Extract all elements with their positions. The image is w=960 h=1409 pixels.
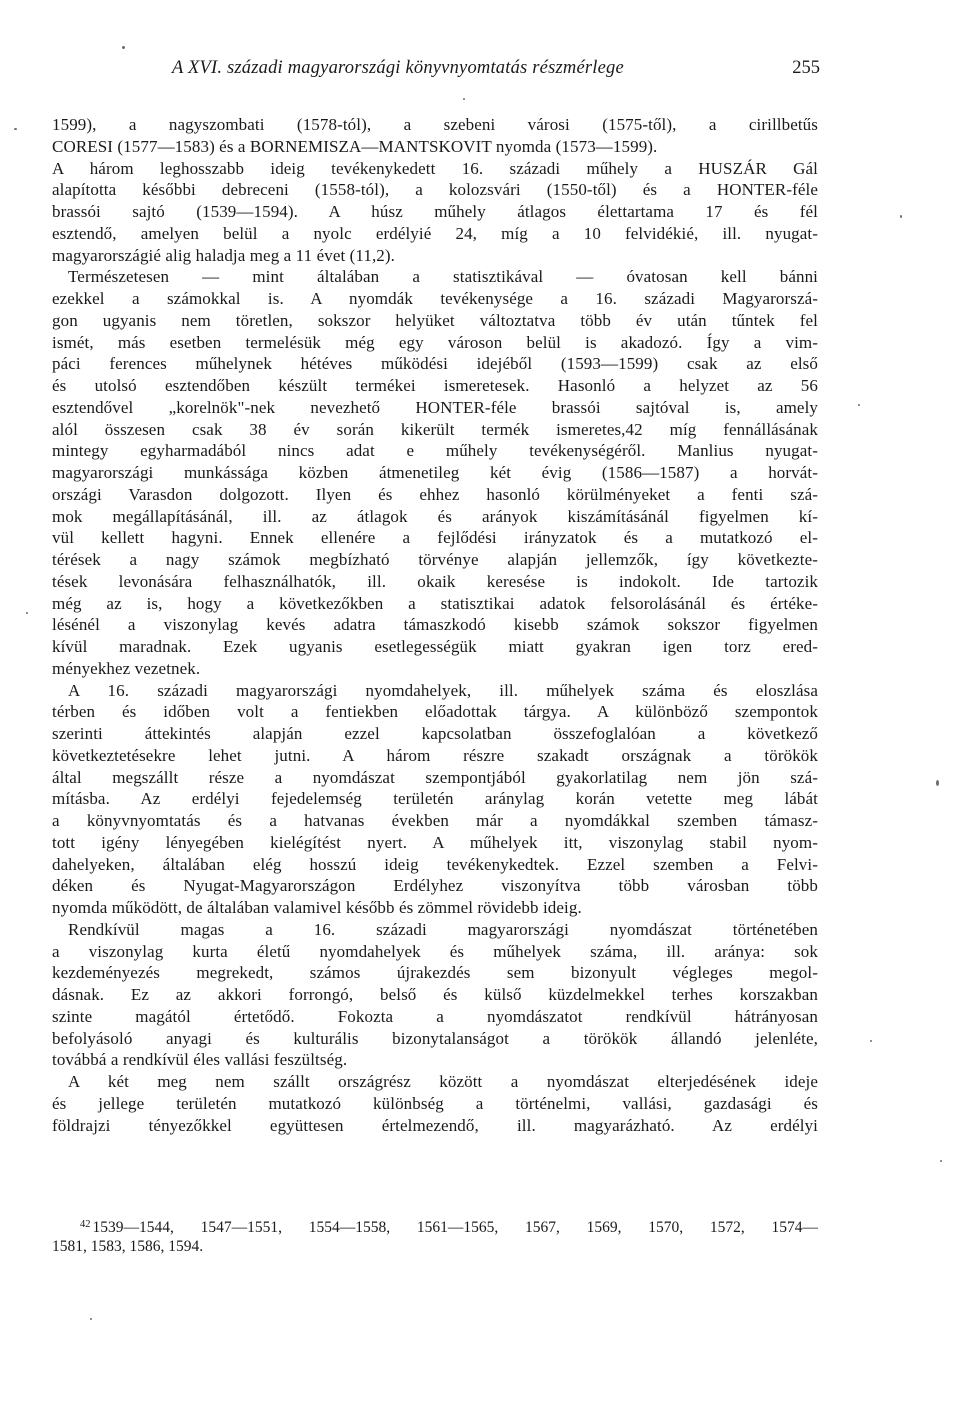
text-line: térben és időben volt a fentiekben előadottak tárgya. A különböző szempontok <box>52 702 818 722</box>
running-head-title: A XVI. századi magyarországi könyvnyomtatás részmérlege <box>172 58 624 78</box>
text-line: alól összesen csak 38 év során kikerült termék ismeretes,42 míg fennállásának <box>52 419 818 439</box>
text-line: és jellege területén mutatkozó különbség a történelmi, vallási, gazdasági és <box>52 1093 818 1113</box>
scan-speck <box>90 1318 92 1320</box>
text-line: CORESI (1577—1583) és a BORNEMISZA—MANTSKOVIT nyomda (1573—1599). <box>52 136 658 156</box>
text-line: ményekhez vezetnek. <box>52 658 201 678</box>
text-line: által megszállt része a nyomdászat szempontjából gyakorlatilag nem jön szá- <box>52 767 818 787</box>
scan-speck <box>14 128 17 130</box>
text-line: Természetesen — mint általában a statisztikával — óvatosan kell bánni <box>68 267 818 287</box>
text-line: befolyásoló anyagi és kulturális bizonytalanságot a törökök állandó jelenléte, <box>52 1028 818 1048</box>
text-line: a viszonylag kurta életű nyomdahelyek és műhelyek száma, ill. aránya: sok <box>52 941 818 961</box>
text-line: dásnak. Ez az akkori forrongó, belső és külső küzdelmekkel terhes korszakban <box>52 985 818 1004</box>
text-line: esztendővel „korelnök"-nek nevezhető HONTER-féle brassói sajtóval is, amely <box>52 397 818 417</box>
text-line: mok megállapításánál, ill. az átlagok és arányok kiszámításánál figyelmen kí- <box>52 506 818 526</box>
text-line: brassói sajtó (1539—1594). A húsz műhely átlagos élettartama 17 és fél <box>52 202 818 221</box>
text-line: lésénél a viszonylag kevés adatra támaszkodó kisebb számok sokszor figyelmen <box>52 615 818 635</box>
footnote-text: 1581, 1583, 1586, 1594. <box>52 1238 204 1255</box>
text-line: a könyvnyomtatás és a hatvanas években már a nyomdákkal szemben támasz- <box>52 811 818 830</box>
text-line: dahelyeken, általában elég hosszú ideig tevékenykedtek. Ezzel szemben a Felvi- <box>52 854 818 874</box>
scan-speck <box>463 98 465 100</box>
text-line: magyarországi munkássága közben átmenetileg két évig (1586—1587) a horvát- <box>52 463 818 482</box>
scan-speck <box>26 612 28 614</box>
text-line: déken és Nyugat-Magyarországon Erdélyhez viszonyítva több városban több <box>52 876 818 896</box>
text-line: esztendő, amelyen belül a nyolc erdélyié 24, míg a 10 felvidékié, ill. nyugat- <box>52 223 818 243</box>
text-line: tott igény lényegében kielégítést nyert. A műhelyek itt, viszonylag stabil nyom- <box>52 832 818 852</box>
body-text <box>52 114 818 1136</box>
text-line: térések a nagy számok megbízható törvénye alapján jellemzők, így következte- <box>52 550 818 569</box>
text-line: kívül maradnak. Ezek ugyanis esetlegességük miatt gyakran igen torz ered- <box>52 637 818 656</box>
scan-speck <box>936 780 939 786</box>
page-number: 255 <box>792 58 820 78</box>
footnote-number: 42 <box>80 1219 91 1230</box>
text-line: páci ferences műhelynek hétéves működési idejéből (1593—1599) csak az első <box>52 354 818 374</box>
text-line: még az is, hogy a következőkben a statisztikai adatok felsorolásánál és értéke- <box>52 593 818 613</box>
scan-speck <box>940 1160 942 1162</box>
text-line: gon ugyanis nem töretlen, sokszor helyüket változtatva több év után tűntek fel <box>52 310 818 330</box>
text-line: A 16. századi magyarországi nyomdahelyek, ill. műhelyek száma és eloszlása <box>68 680 818 700</box>
text-line: kezdeményezés megrekedt, számos újrakezdés sem bizonyult végleges megol- <box>52 963 818 983</box>
footnote-line <box>52 1214 818 1236</box>
text-line: továbbá a rendkívül éles vallási feszültség. <box>52 1050 348 1070</box>
scan-speck <box>900 215 902 218</box>
text-line: vül kellett hagyni. Ennek ellenére a fejlődési irányzatok és a mutatkozó el- <box>52 528 818 548</box>
text-line: tések levonására felhasználhatók, ill. okaik keresése is indokolt. Ide tartozik <box>52 571 818 591</box>
text-line: ismét, más esetben termelésük még egy városon belül is akadozó. Így a vim- <box>52 332 818 352</box>
footnote-text: 1539—1544, 1547—1551, 1554—1558, 1561—1565, 1567, 1569, 1570, 1572, 1574— <box>92 1219 818 1236</box>
text-line: A három leghosszabb ideig tevékenykedett 16. századi műhely a HUSZÁR Gál <box>52 158 818 178</box>
scan-speck <box>122 46 125 49</box>
footnote <box>52 1214 818 1258</box>
footnote-line <box>52 1236 818 1258</box>
text-line: nyomda működött, de általában valamivel később és zömmel rövidebb ideig. <box>52 898 582 917</box>
text-line: országi Varasdon dolgozott. Ilyen és ehhez hasonló körülményeket a fenti szá- <box>52 484 818 504</box>
text-line: A két meg nem szállt országrész között a nyomdászat elterjedésének ideje <box>68 1072 818 1091</box>
text-line: következtetésekre lehet jutni. A három részre szakadt országnak a törökök <box>52 745 818 765</box>
text-line: és utolsó esztendőben készült termékei ismeretesek. Hasonló a helyzet az 56 <box>52 376 818 395</box>
text-line: mintegy egyharmadából nincs adat e műhely tevékenységéről. Manlius nyugat- <box>52 441 818 461</box>
scan-speck <box>858 404 860 406</box>
text-line: mításba. Az erdélyi fejedelemség területén aránylag korán vetette meg lábát <box>52 789 818 809</box>
text-line: ezekkel a számokkal is. A nyomdák tevékenysége a 16. századi Magyarorszá- <box>52 289 818 308</box>
text-line: alapította későbbi debreceni (1558-tól), a kolozsvári (1550-től) és a HONTER-féle <box>52 180 818 200</box>
text-line: földrajzi tényezőkkel együttesen értelmezendő, ill. magyarázható. Az erdélyi <box>52 1115 818 1135</box>
scan-speck <box>870 1040 872 1042</box>
text-line: magyarországié alig haladja meg a 11 évet (11,2). <box>52 245 396 265</box>
text-line: Rendkívül magas a 16. századi magyarországi nyomdászat történetében <box>68 919 818 939</box>
text-line: szinte magától értetődő. Fokozta a nyomdászatot rendkívül hátrányosan <box>52 1006 818 1026</box>
running-head <box>172 58 820 86</box>
text-line: 1599), a nagyszombati (1578-tól), a szebeni városi (1575-től), a cirillbetűs <box>52 115 818 134</box>
text-line: szerinti áttekintés alapján ezzel kapcsolatban összefoglalóan a következő <box>52 724 818 743</box>
